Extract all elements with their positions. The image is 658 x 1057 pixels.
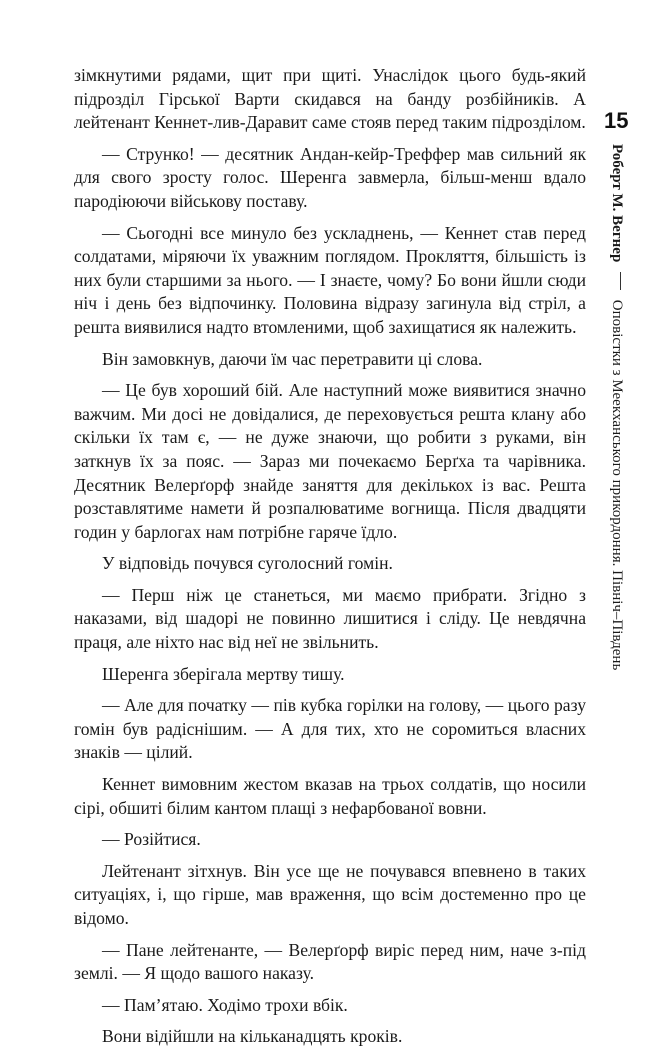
paragraph: Шеренга зберігала мертву тишу. <box>102 663 345 684</box>
paragraph: — Пам’ятаю. Ходімо трохи вбік. <box>102 994 348 1015</box>
paragraph: У відповідь почувся суголосний гомін. <box>102 553 393 574</box>
paragraph: — Розійтися. <box>102 829 201 850</box>
paragraph: Лейтенант зітхнув. Він усе ще не почувався впевнено в таких ситуаціях, і, що гірше, мав враження, що всім достеменно про це відомо. <box>74 860 586 928</box>
paragraph: Кеннет вимовним жестом вказав на трьох солдатів, що носили сірі, обшиті білим кантом плащі з нефарбованої вовни. <box>74 774 586 818</box>
page-number: 15 <box>604 108 629 133</box>
running-head-separator <box>620 272 621 290</box>
running-head-author: Роберт М. Вегнер <box>609 144 625 263</box>
paragraph: Він замовкнув, даючи їм час перетравити ці слова. <box>102 348 483 369</box>
paragraph: — Це був хороший бій. Але наступний може виявитися значно важчим. Ми досі не довідалися, де переховується решта клану або скільки їх там є, — не дуже знаючи, що робити з руками, він заткнув їх за пояс. — Зараз ми почекаємо Берґха та чарівника. Десятник Велерґорф знайде заняття для декількох із вас. Решта розставлятиме намети й розпалюватиме вогнища. Після двадцяти годин у барлогах нам потрібне гаряче їдло. <box>74 380 586 542</box>
running-head-title: Оповістки з Меекханського прикордоння. Північ–Південь <box>609 299 625 671</box>
paragraph: Вони відійшли на кільканадцять кроків. <box>102 1026 403 1047</box>
paragraph: зімкнутими рядами, щит при щиті. Унаслідок цього будь-який підрозділ Гірської Варти скидався на банду розбійників. А лейтенант Кеннет-лив-Даравит саме стояв перед таким підрозділом. <box>74 65 586 133</box>
running-head <box>608 144 625 670</box>
paragraph: — Але для початку — пів кубка горілки на голову, — цього разу гомін був радіснішим. — А для тих, хто не соромиться власних знаків — цілий. <box>74 695 586 763</box>
paragraph: — Сьогодні все минуло без ускладнень, — Кеннет став перед солдатами, міряючи їх уважним поглядом. Прокляття, більшість із них були старшими за нього. — І знаєте, чому? Бо вони йшли сюди ніч і день без відпочинку. Половина відразу загинула від стріл, а решта виявилися надто втомленими, щоб захищатися як належить. <box>74 222 586 337</box>
body-text <box>74 64 586 1057</box>
paragraph: — Пане лейтенанте, — Велерґорф виріс перед ним, наче з-під землі. — Я щодо вашого наказу. <box>74 939 586 984</box>
paragraph: — Перш ніж це станеться, ми маємо прибрати. Згідно з наказами, від шадорі не повинно лишитися і сліду. Це невдячна праця, але ніхто нас від неї не звільнить. <box>74 584 586 653</box>
paragraph: — Струнко! — десятник Андан-кейр-Треффер мав сильний як для свого зросту голос. Шеренга завмерла, більш-менш вдало пародіюючи військову поставу. <box>74 143 586 211</box>
